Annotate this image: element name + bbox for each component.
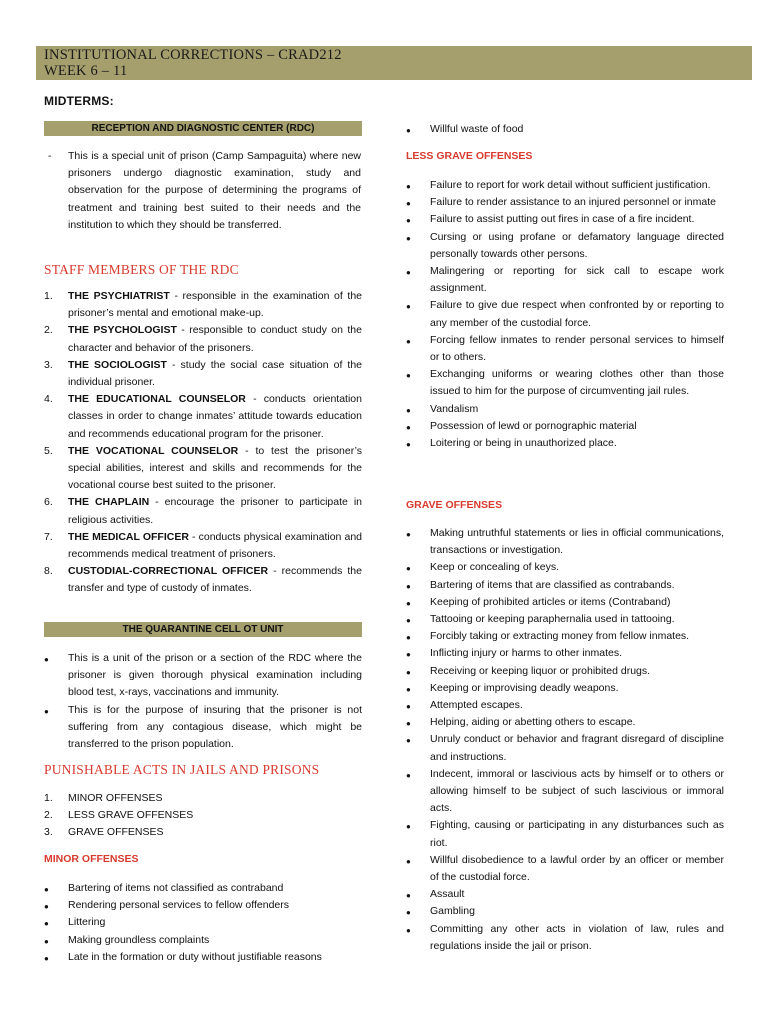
- list-item-text: Forcing fellow inmates to render personal services to himself or to others.: [430, 333, 724, 364]
- list-item: [44, 932, 362, 949]
- list-item: [44, 650, 362, 702]
- list-item-text: This is a unit of the prison or a section of the RDC where the prisoner is given thorough physical examination including blood test, x-rays, vaccinations and immunity.: [68, 652, 362, 699]
- staff-role-description: - recommends the transfer and type of custody of inmates.: [68, 565, 362, 595]
- list-item-text: Forcibly taking or extracting money from fellow inmates.: [430, 630, 690, 643]
- grave-list: [406, 525, 724, 955]
- bullet-icon: ●: [406, 633, 411, 643]
- list-item: [406, 731, 724, 765]
- list-item: [406, 903, 724, 920]
- staff-role: THE CHAPLAIN: [68, 496, 150, 509]
- bullet-icon: ●: [406, 770, 411, 780]
- quarantine-band: THE QUARANTINE CELL OT UNIT: [44, 622, 362, 637]
- list-item-text: Unruly conduct or behavior and fragrant disregard of discipline and instructions.: [430, 733, 724, 763]
- list-item-text: Loitering or being in unauthorized place.: [430, 437, 617, 450]
- list-item-text: Failure to assist putting out fires in case of a fire incident.: [430, 213, 695, 226]
- list-item-text: Fighting, causing or participating in any disturbances such as riot.: [430, 819, 724, 849]
- bullet-icon: ●: [406, 182, 411, 191]
- bullet-icon: ●: [406, 233, 411, 243]
- staff-role-description: - to test the prisoner’s special abilities, interest and skills and recommends for the vocational course best suited to the prisoner.: [68, 444, 363, 492]
- bullet-icon: ●: [44, 919, 49, 929]
- list-item: [44, 914, 362, 931]
- bullet-icon: ●: [406, 216, 411, 226]
- staff-title: STAFF MEMBERS OF THE RDC: [44, 262, 239, 277]
- bullet-icon: ●: [44, 953, 49, 963]
- list-item-text: Failure to render assistance to an injured personnel or inmate: [430, 196, 716, 209]
- bullet-icon: ●: [406, 405, 411, 415]
- item-number: 1.: [44, 792, 53, 804]
- item-number: 2.: [44, 324, 53, 337]
- list-item-text: Failure to report for work detail without sufficient justification.: [430, 179, 711, 191]
- bullet-icon: ●: [406, 530, 411, 539]
- list-item-text: Keeping of prohibited articles or items (Contraband): [430, 595, 671, 608]
- list-item-text: MINOR OFFENSES: [68, 792, 163, 804]
- rdc-text: This is a special unit of prison (Camp Sampaguita) where new prisoners undergo diagnostic examination, study and observation for the purpose of determining the programs of treatment and training best suited to their needs and the institution to which they should be transferred.: [68, 150, 361, 231]
- staff-item: [44, 563, 362, 597]
- bullet-icon: ●: [406, 822, 411, 832]
- list-item-text: Failure to give due respect when confronted by or reporting to any member of the custodial force.: [430, 299, 724, 329]
- staff-role: THE EDUCATIONAL COUNSELOR: [68, 393, 246, 406]
- list-item-text: Vandalism: [430, 402, 479, 415]
- list-item: [406, 177, 724, 194]
- staff-role-description: - responsible in the examination of the prisoner’s mental and emotional make-up.: [68, 290, 362, 320]
- less-grave-title: LESS GRAVE OFFENSES: [406, 150, 533, 162]
- bullet-icon: ●: [406, 702, 411, 712]
- list-item-text: Littering: [68, 916, 106, 929]
- bullet-icon: ●: [406, 719, 411, 729]
- list-item-text: Bartering of items that are classified as contrabands.: [430, 578, 675, 591]
- list-item: [406, 663, 724, 680]
- list-item-text: Tattooing or keeping paraphernalia used in tattooing.: [430, 613, 675, 626]
- list-item-text: Rendering personal services to fellow offenders: [68, 899, 290, 912]
- bullet-icon: ●: [406, 736, 411, 746]
- list-item: [406, 697, 724, 714]
- punishable-title: PUNISHABLE ACTS IN JAILS AND PRISONS: [44, 762, 320, 777]
- bullet-icon: ●: [44, 902, 49, 912]
- list-item: [406, 559, 724, 576]
- list-item: [406, 594, 724, 611]
- rdc-description: [48, 148, 361, 234]
- list-item: [406, 525, 724, 559]
- list-item: [406, 366, 724, 400]
- list-item-text: Making groundless complaints: [68, 933, 210, 946]
- bullet-icon: ●: [406, 598, 411, 608]
- list-item: [406, 645, 724, 662]
- list-item-text: Inflicting injury or harms to other inmates.: [430, 647, 622, 660]
- list-item-text: Keeping or improvising deadly weapons.: [430, 681, 619, 694]
- item-number: 3.: [44, 358, 53, 371]
- list-item: [406, 297, 724, 331]
- list-item-text: Indecent, immoral or lascivious acts by himself or to others or allowing himself to be subject of such lascivious or immoral acts.: [430, 767, 724, 815]
- minor-offenses-title: MINOR OFFENSES: [44, 853, 139, 865]
- list-item: [406, 194, 724, 211]
- bullet-icon: ●: [406, 925, 411, 935]
- list-item-text: Cursing or using profane or defamatory language directed personally towards other persons.: [430, 230, 724, 260]
- course-title: INSTITUTIONAL CORRECTIONS – CRAD212: [44, 47, 342, 63]
- grave-title: GRAVE OFFENSES: [406, 499, 503, 511]
- list-item-text: Committing any other acts in violation of law, rules and regulations inside the jail or prison.: [430, 922, 724, 952]
- list-item-text: Bartering of items not classified as contraband: [68, 882, 284, 894]
- staff-list: [44, 288, 362, 598]
- list-item: [406, 577, 724, 594]
- list-item: [406, 418, 724, 435]
- list-item: [406, 714, 724, 731]
- bullet-icon: ●: [44, 936, 49, 946]
- list-item: [406, 435, 724, 452]
- list-item: [406, 611, 724, 628]
- bullet-icon: ●: [406, 422, 411, 432]
- item-number: 2.: [44, 809, 53, 822]
- list-item-text: Making untruthful statements or lies in official communications, transactions or investigation.: [430, 527, 724, 557]
- quarantine-list: [44, 650, 362, 753]
- bullet-icon: ●: [44, 655, 49, 664]
- less-grave-list: [406, 177, 724, 452]
- list-item: [406, 211, 724, 228]
- punishable-list: [44, 790, 362, 842]
- bullet-icon: ●: [406, 126, 411, 135]
- item-number: 7.: [44, 530, 53, 543]
- bullet-icon: ●: [406, 199, 411, 209]
- item-number: 1.: [44, 290, 53, 302]
- bullet-icon: ●: [406, 856, 411, 866]
- list-item: [406, 886, 724, 903]
- list-item: [406, 263, 724, 297]
- list-item: [44, 949, 362, 966]
- bullet-icon: ●: [406, 616, 411, 626]
- minor-offenses-list-continued: [406, 121, 724, 138]
- staff-role: THE PSYCHOLOGIST: [68, 324, 177, 337]
- list-item-text: Possession of lewd or pornographic material: [430, 419, 637, 432]
- staff-role-description: - study the social case situation of the individual prisoner.: [68, 358, 362, 389]
- document-header: [36, 46, 752, 80]
- list-item: [406, 628, 724, 645]
- list-item: [406, 229, 724, 263]
- staff-role: CUSTODIAL-CORRECTIONAL OFFICER: [68, 565, 269, 578]
- list-item: [406, 401, 724, 418]
- staff-role-description: - responsible to conduct study on the character and behavior of the prisoners.: [68, 324, 362, 354]
- item-number: 4.: [44, 393, 53, 406]
- rdc-band: RECEPTION AND DIAGNOSTIC CENTER (RDC): [44, 121, 362, 136]
- bullet-icon: ●: [406, 684, 411, 694]
- bullet-icon: ●: [406, 891, 411, 901]
- bullet-icon: ●: [406, 667, 411, 677]
- staff-item: [44, 322, 362, 356]
- bullet-icon: ●: [406, 440, 411, 450]
- list-item-text: Attempted escapes.: [430, 699, 523, 712]
- punishable-item: [44, 790, 362, 807]
- bullet-icon: ●: [44, 706, 49, 716]
- list-item: [406, 121, 724, 138]
- punishable-item: [44, 807, 362, 824]
- list-item-text: Late in the formation or duty without justifiable reasons: [68, 950, 322, 963]
- staff-item: [44, 357, 362, 391]
- list-item: [406, 852, 724, 886]
- bullet-icon: ●: [406, 302, 411, 312]
- staff-role-description: - conducts orientation classes in order to change inmates’ attitude towards education and recommends educational program for the prisoner.: [68, 393, 362, 440]
- list-item: [44, 897, 362, 914]
- list-item-text: Assault: [430, 888, 465, 901]
- midterms-heading: MIDTERMS:: [44, 94, 114, 108]
- staff-role: THE VOCATIONAL COUNSELOR: [68, 444, 239, 457]
- list-item-text: GRAVE OFFENSES: [68, 826, 164, 839]
- bullet-icon: ●: [406, 908, 411, 918]
- dash-marker: -: [48, 150, 52, 162]
- staff-item: [44, 288, 362, 322]
- bullet-icon: ●: [406, 564, 411, 574]
- list-item-text: This is for the purpose of insuring that the prisoner is not suffering from any contagious disease, which might be transferred to the prison population.: [68, 703, 362, 751]
- item-number: 5.: [44, 444, 53, 457]
- staff-item: [44, 494, 362, 528]
- bullet-icon: ●: [406, 268, 411, 278]
- bullet-icon: ●: [406, 371, 411, 381]
- list-item-text: Malingering or reporting for sick call to escape work assignment.: [430, 265, 724, 295]
- staff-role: THE MEDICAL OFFICER: [68, 530, 189, 543]
- list-item-text: Helping, aiding or abetting others to escape.: [430, 716, 636, 729]
- week-range: WEEK 6 – 11: [44, 63, 128, 79]
- list-item-text: Exchanging uniforms or wearing clothes other than those issued to him for the purpose of circumventing jail rules.: [430, 368, 724, 398]
- minor-offenses-list: [44, 880, 362, 966]
- list-item-text: LESS GRAVE OFFENSES: [68, 809, 194, 822]
- list-item-text: Gambling: [430, 905, 475, 918]
- list-item: [406, 921, 724, 955]
- bullet-icon: ●: [44, 885, 49, 894]
- list-item: [44, 880, 362, 897]
- list-item: [406, 332, 724, 366]
- bullet-icon: ●: [406, 336, 411, 346]
- staff-item: [44, 443, 362, 495]
- staff-item: [44, 391, 362, 443]
- staff-role-description: - conducts physical examination and recommends medical treatment of prisoners.: [68, 530, 362, 561]
- staff-role: THE PSYCHIATRIST: [68, 290, 170, 302]
- list-item: [44, 702, 362, 754]
- staff-role-description: - encourage the prisoner to participate in religious activities.: [68, 496, 362, 526]
- staff-item: [44, 529, 362, 563]
- bullet-icon: ●: [406, 581, 411, 591]
- item-number: 6.: [44, 496, 53, 509]
- item-number: 8.: [44, 565, 53, 578]
- list-item: [406, 817, 724, 851]
- list-item-text: Keep or concealing of keys.: [430, 561, 559, 574]
- list-item: [406, 766, 724, 818]
- list-item-text: Willful disobedience to a lawful order by an officer or member of the custodial force.: [430, 853, 724, 884]
- item-number: 3.: [44, 826, 53, 839]
- bullet-icon: ●: [406, 650, 411, 660]
- list-item-text: Receiving or keeping liquor or prohibited drugs.: [430, 664, 651, 677]
- list-item: [406, 680, 724, 697]
- staff-role: THE SOCIOLOGIST: [68, 358, 167, 371]
- list-item-text: Willful waste of food: [430, 123, 524, 135]
- punishable-item: [44, 824, 362, 841]
